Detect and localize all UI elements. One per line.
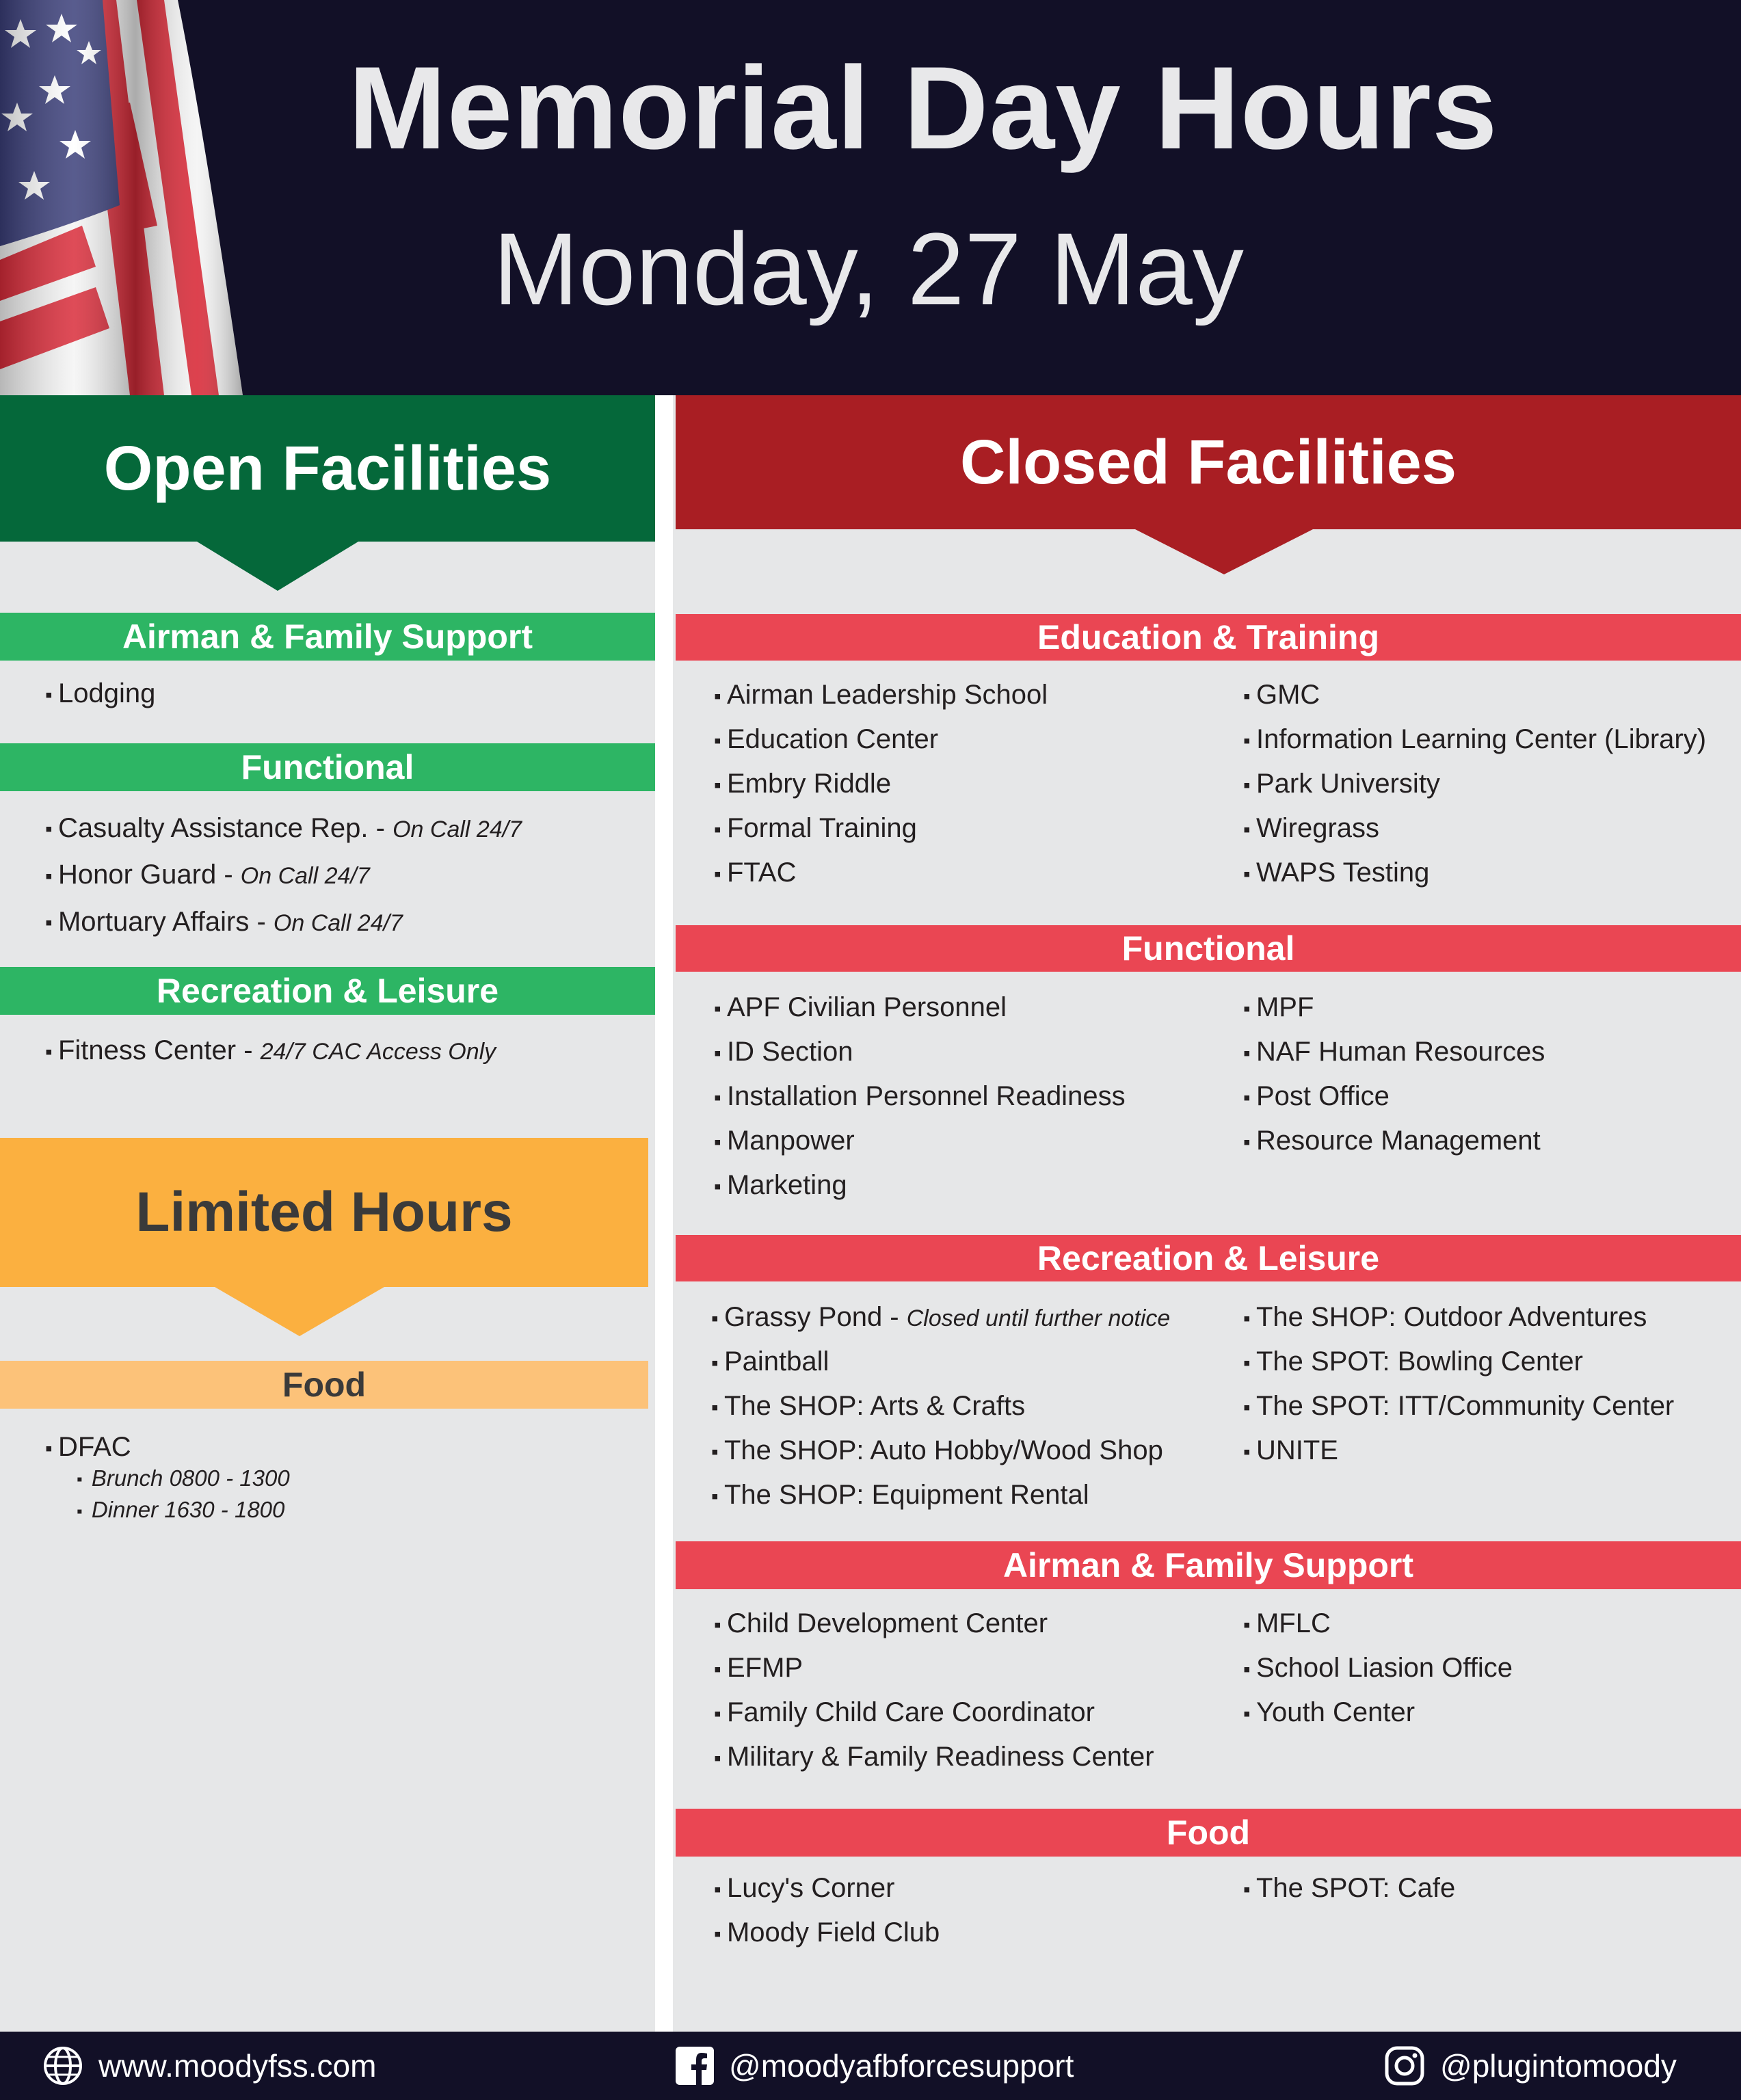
open-section-title: Airman & Family Support: [0, 613, 655, 661]
list-item: ▪ NAF Human Resources: [1243, 1031, 1545, 1075]
list-item: ▪ The SPOT: Bowling Center: [1243, 1340, 1674, 1385]
list-item: ▪ Lucy's Corner: [714, 1867, 940, 1911]
list-item: ▪ Youth Center: [1243, 1691, 1513, 1736]
open-section-list: [45, 672, 155, 717]
list-item: ▪ The SHOP: Auto Hobby/Wood Shop: [711, 1429, 1170, 1474]
list-item: ▪ Paintball: [711, 1340, 1170, 1385]
list-item: ▪ School Liasion Office: [1243, 1647, 1513, 1691]
limited-hours-arrow: [215, 1287, 384, 1336]
list-item: ▪ Resource Management: [1243, 1119, 1545, 1164]
open-section-list: [45, 1029, 496, 1074]
instagram-link[interactable]: [1384, 2032, 1677, 2100]
list-item: ▪ FTAC: [714, 851, 1048, 896]
closed-section-list-left: [711, 1296, 1170, 1518]
open-section-list: [45, 806, 522, 946]
instagram-icon: [1384, 2045, 1425, 2086]
list-item: ▪ ID Section: [714, 1031, 1126, 1075]
limited-hours-heading: Limited Hours: [0, 1138, 648, 1287]
facebook-link[interactable]: [676, 2032, 1074, 2100]
closed-section-list-right: [1243, 674, 1706, 896]
dfac-hours-list: [77, 1463, 290, 1527]
instagram-text: @plugintomoody: [1440, 2048, 1677, 2084]
column-divider: [655, 395, 673, 2032]
list-item: ▪ WAPS Testing: [1243, 851, 1706, 896]
list-item: ▪ Post Office: [1243, 1075, 1545, 1119]
list-item: ▪ Information Learning Center (Library): [1243, 718, 1706, 762]
open-section-title: Recreation & Leisure: [0, 967, 655, 1015]
list-item: ▪ Manpower: [714, 1119, 1126, 1164]
open-facilities-arrow: [197, 542, 358, 591]
page-subtitle: Monday, 27 May: [493, 211, 1244, 326]
footer: [0, 2032, 1741, 2100]
website-link[interactable]: [42, 2032, 376, 2100]
closed-section-list-left: [714, 986, 1126, 1208]
closed-facilities-heading: Closed Facilities: [676, 395, 1741, 529]
closed-section-title: Functional: [676, 925, 1741, 972]
list-item: ▪ MPF: [1243, 986, 1545, 1031]
website-text: www.moodyfss.com: [98, 2048, 377, 2084]
list-item: ▪ EFMP: [714, 1647, 1154, 1691]
closed-section-list-left: [714, 1602, 1154, 1780]
list-item: ▪ Casualty Assistance Rep. - On Call 24/7: [45, 806, 522, 852]
list-item: ▪ GMC: [1243, 674, 1706, 718]
list-item: ▪ UNITE: [1243, 1429, 1674, 1474]
facebook-icon: [676, 2047, 714, 2085]
open-facilities-heading: Open Facilities: [0, 395, 655, 542]
closed-section-list-right: [1243, 1867, 1455, 1911]
list-item: ▪ Mortuary Affairs - On Call 24/7: [45, 899, 522, 946]
list-item: ▪ Park University: [1243, 762, 1706, 807]
list-item: ▪ Child Development Center: [714, 1602, 1154, 1647]
list-item: ▪ Lodging: [45, 672, 155, 717]
list-item: ▪ Formal Training: [714, 807, 1048, 851]
closed-section-list-right: [1243, 986, 1545, 1164]
list-item: ▪ Family Child Care Coordinator: [714, 1691, 1154, 1736]
american-flag-image: [0, 0, 246, 395]
closed-section-list-left: [714, 674, 1048, 896]
page-title: Memorial Day Hours: [348, 42, 1498, 174]
list-item: ▪ The SHOP: Outdoor Adventures: [1243, 1296, 1674, 1340]
list-item: ▪ Education Center: [714, 718, 1048, 762]
list-item: ▪ APF Civilian Personnel: [714, 986, 1126, 1031]
closed-section-title: Recreation & Leisure: [676, 1235, 1741, 1281]
list-item: ▪ Honor Guard - On Call 24/7: [45, 852, 522, 899]
list-item: ▪ Marketing: [714, 1164, 1126, 1208]
list-item: ▪ Brunch 0800 - 1300: [77, 1463, 290, 1495]
closed-section-title: Food: [676, 1809, 1741, 1857]
closed-section-list-left: [714, 1867, 940, 1956]
list-item: ▪ The SPOT: ITT/Community Center: [1243, 1385, 1674, 1429]
list-item: ▪ Dinner 1630 - 1800: [77, 1495, 290, 1526]
globe-icon: [42, 2045, 83, 2086]
closed-section-list-right: [1243, 1296, 1674, 1474]
closed-section-title: Education & Training: [676, 614, 1741, 661]
list-item: ▪ The SHOP: Arts & Crafts: [711, 1385, 1170, 1429]
list-item: ▪ The SHOP: Equipment Rental: [711, 1474, 1170, 1518]
limited-section-title: Food: [0, 1361, 648, 1409]
list-item: ▪ Moody Field Club: [714, 1911, 940, 1956]
list-item: ▪ Military & Family Readiness Center: [714, 1736, 1154, 1780]
list-item: ▪ Embry Riddle: [714, 762, 1048, 807]
list-item: ▪ Wiregrass: [1243, 807, 1706, 851]
closed-facilities-arrow: [1135, 529, 1313, 574]
header: [0, 0, 1741, 395]
facebook-text: @moodyafbforcesupport: [729, 2048, 1074, 2084]
closed-section-list-right: [1243, 1602, 1513, 1736]
list-item: ▪ Installation Personnel Readiness: [714, 1075, 1126, 1119]
list-item: ▪ The SPOT: Cafe: [1243, 1867, 1455, 1911]
list-item: ▪ Grassy Pond - Closed until further notice: [711, 1296, 1170, 1340]
list-item: ▪ Fitness Center - 24/7 CAC Access Only: [45, 1029, 496, 1074]
list-item: ▪ MFLC: [1243, 1602, 1513, 1647]
list-item: ▪ DFAC: [45, 1426, 131, 1470]
list-item: ▪ Airman Leadership School: [714, 674, 1048, 718]
open-section-title: Functional: [0, 743, 655, 791]
closed-section-title: Airman & Family Support: [676, 1541, 1741, 1589]
